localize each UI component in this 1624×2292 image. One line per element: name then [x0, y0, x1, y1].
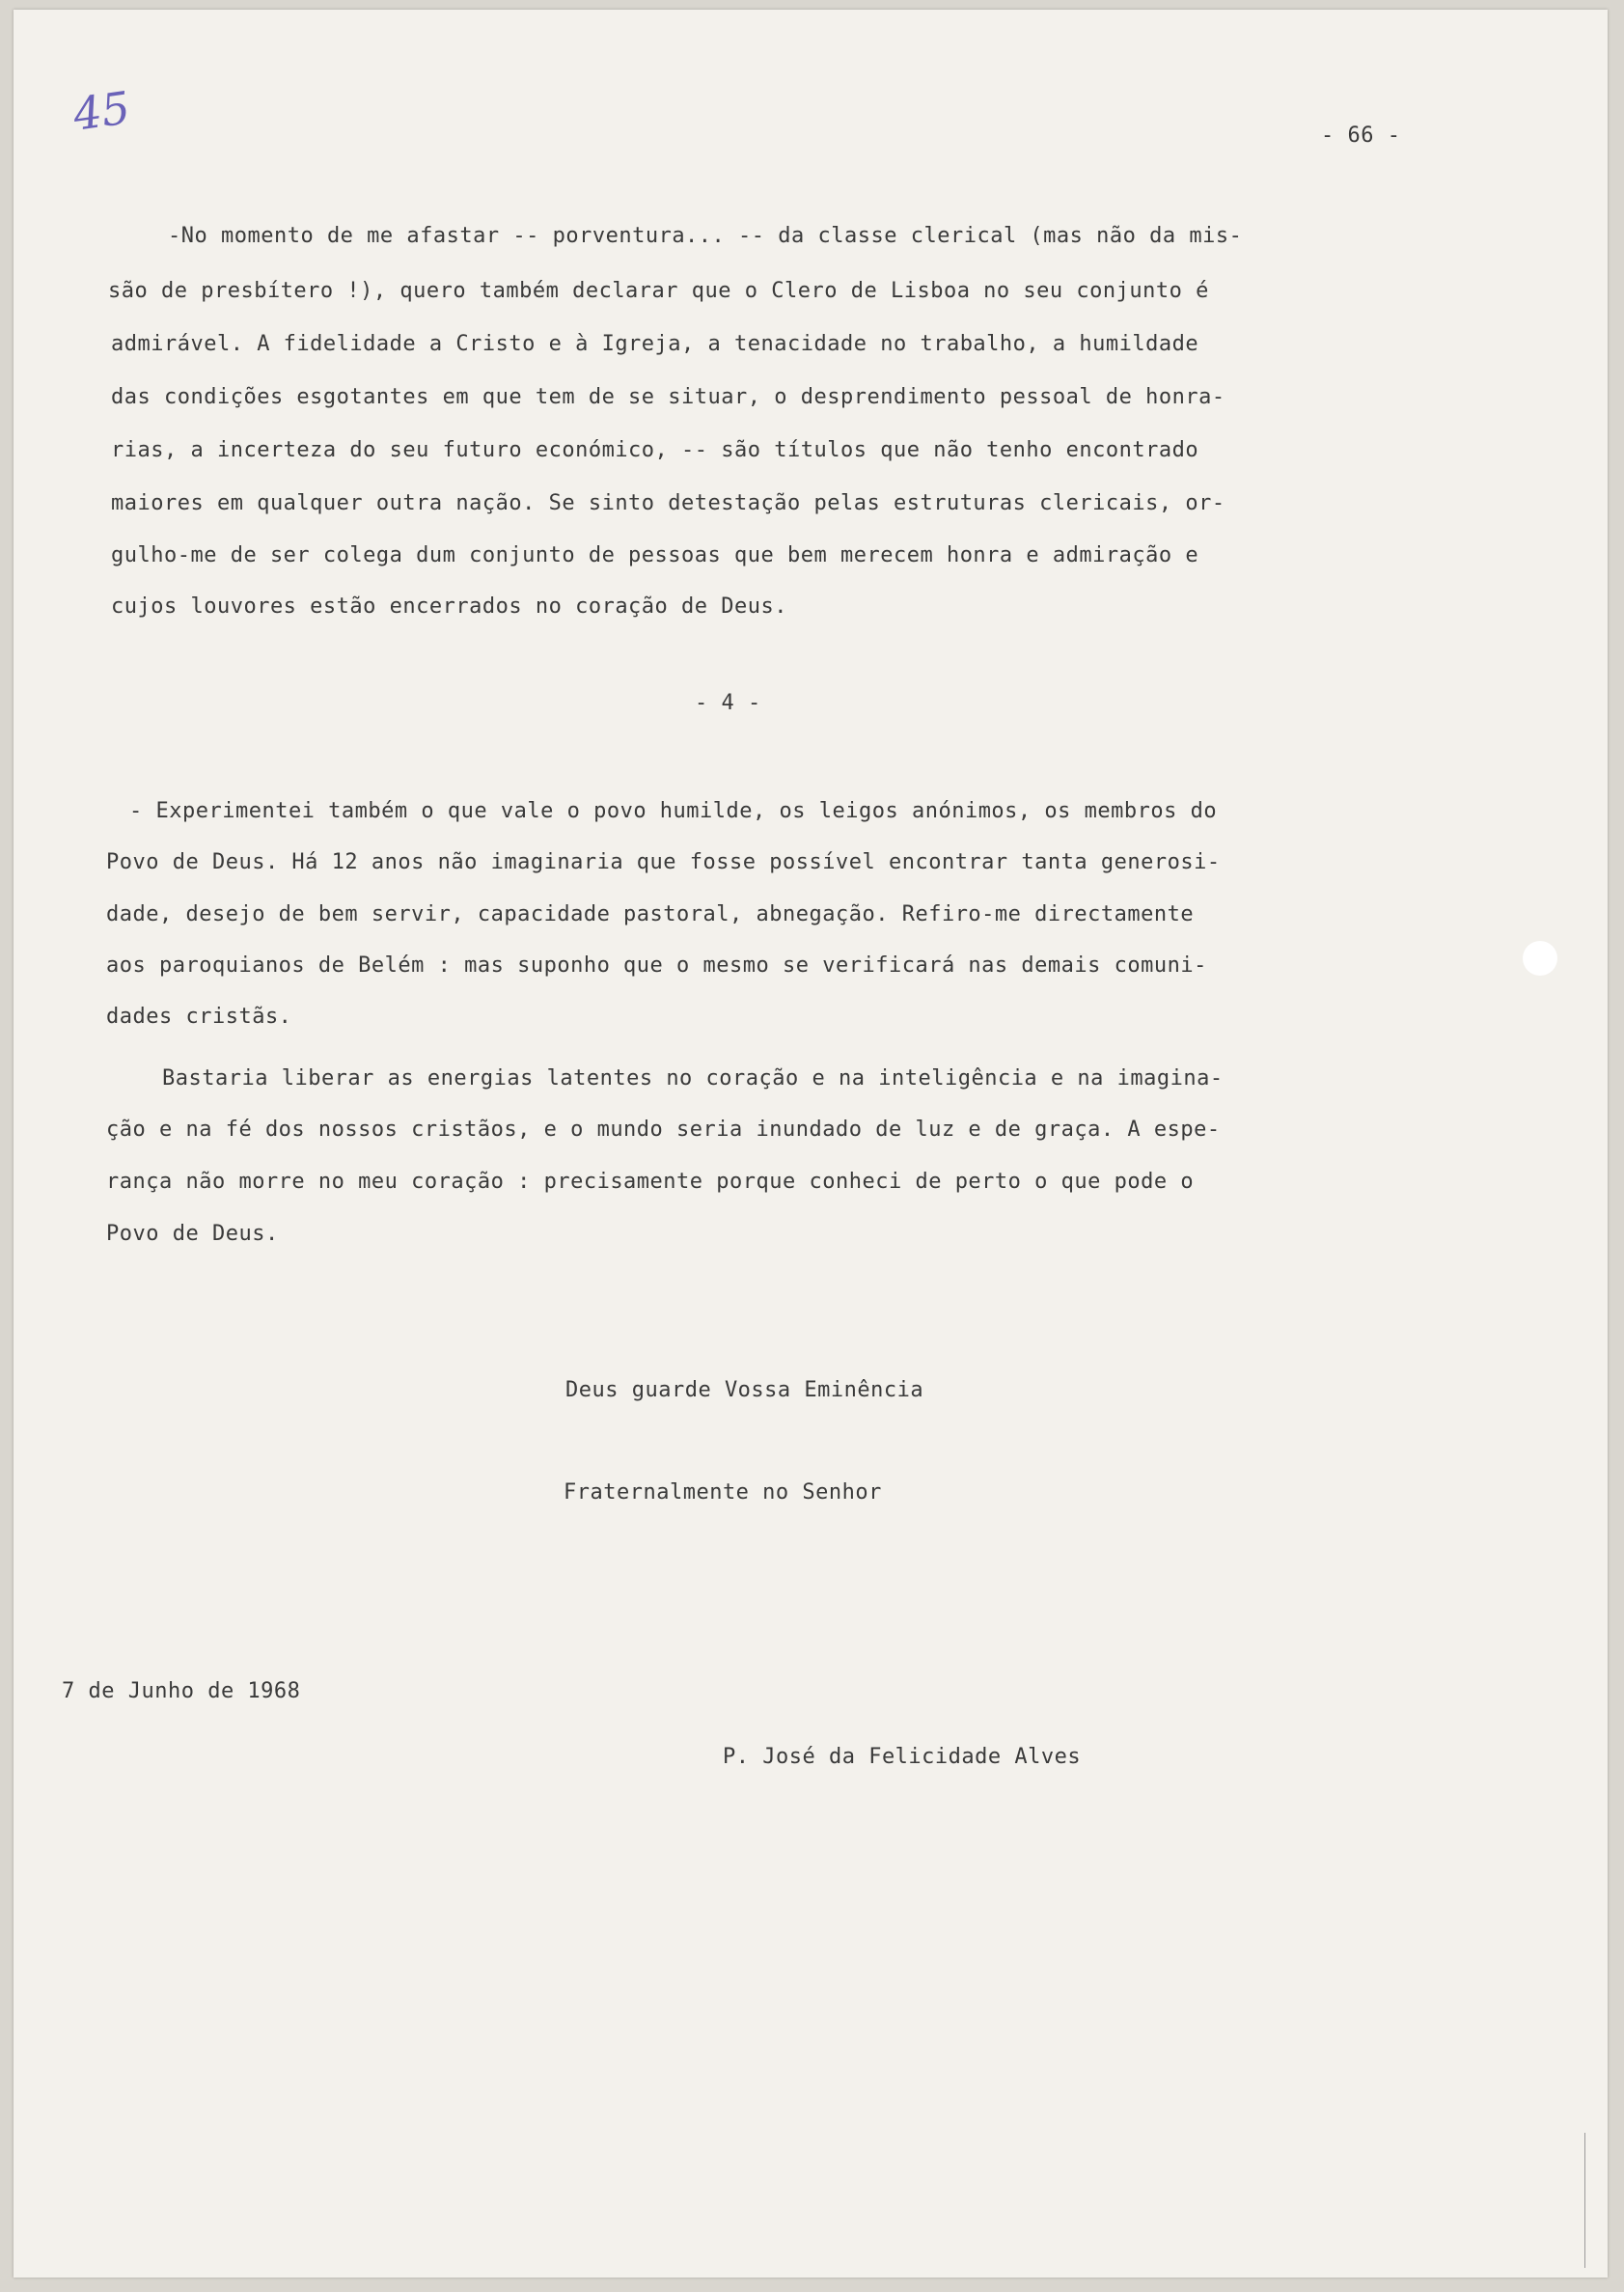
text-line: ção e na fé dos nossos cristãos, e o mundo seria inundado de luz e de graça. A espe-	[106, 1118, 1221, 1142]
signature: P. José da Felicidade Alves	[723, 1745, 1082, 1769]
margin-mark	[1584, 2133, 1585, 2268]
text-line: Povo de Deus. Há 12 anos não imaginaria que fosse possível encontrar tanta generosi-	[106, 850, 1221, 874]
text-line: admirável. A fidelidade a Cristo e à Igreja, a tenacidade no trabalho, a humildade	[111, 332, 1199, 356]
folio-number: 45	[69, 81, 134, 141]
text-line: cujos louvores estão encerrados no coração de Deus.	[111, 594, 788, 619]
text-line: - Experimentei também o que vale o povo humilde, os leigos anónimos, os membros do	[129, 799, 1218, 823]
section-mark: - 4 -	[695, 691, 761, 715]
page-number: - 66 -	[1321, 124, 1401, 148]
text-line: dades cristãs.	[106, 1005, 292, 1029]
text-line: das condições esgotantes em que tem de se situar, o desprendimento pessoal de honra-	[111, 385, 1225, 409]
text-line: dade, desejo de bem servir, capacidade pastoral, abnegação. Refiro-me directamente	[106, 902, 1195, 926]
text-line: gulho-me de ser colega dum conjunto de pessoas que bem merecem honra e admiração e	[111, 543, 1199, 567]
text-line: Bastaria liberar as energias latentes no coração e na inteligência e na imagina-	[162, 1066, 1224, 1091]
document-page	[14, 10, 1608, 2278]
text-line: aos paroquianos de Belém : mas suponho que o mesmo se verificará nas demais comuni-	[106, 953, 1207, 978]
text-line: rias, a incerteza do seu futuro económico, -- são títulos que não tenho encontrado	[111, 438, 1199, 462]
text-line: rança não morre no meu coração : precisamente porque conheci de perto o que pode o	[106, 1170, 1195, 1194]
text-line: maiores em qualquer outra nação. Se sinto detestação pelas estruturas clericais, or-	[111, 491, 1225, 515]
closing-salutation: Fraternalmente no Senhor	[564, 1480, 882, 1505]
letter-date: 7 de Junho de 1968	[62, 1679, 301, 1703]
closing-greeting: Deus guarde Vossa Eminência	[565, 1378, 924, 1402]
text-line: são de presbítero !), quero também declarar que o Clero de Lisboa no seu conjunto é	[108, 279, 1209, 303]
text-line: -No momento de me afastar -- porventura... -- da classe clerical (mas não da mis-	[168, 224, 1243, 248]
text-line: Povo de Deus.	[106, 1222, 279, 1246]
punch-hole	[1523, 941, 1557, 976]
